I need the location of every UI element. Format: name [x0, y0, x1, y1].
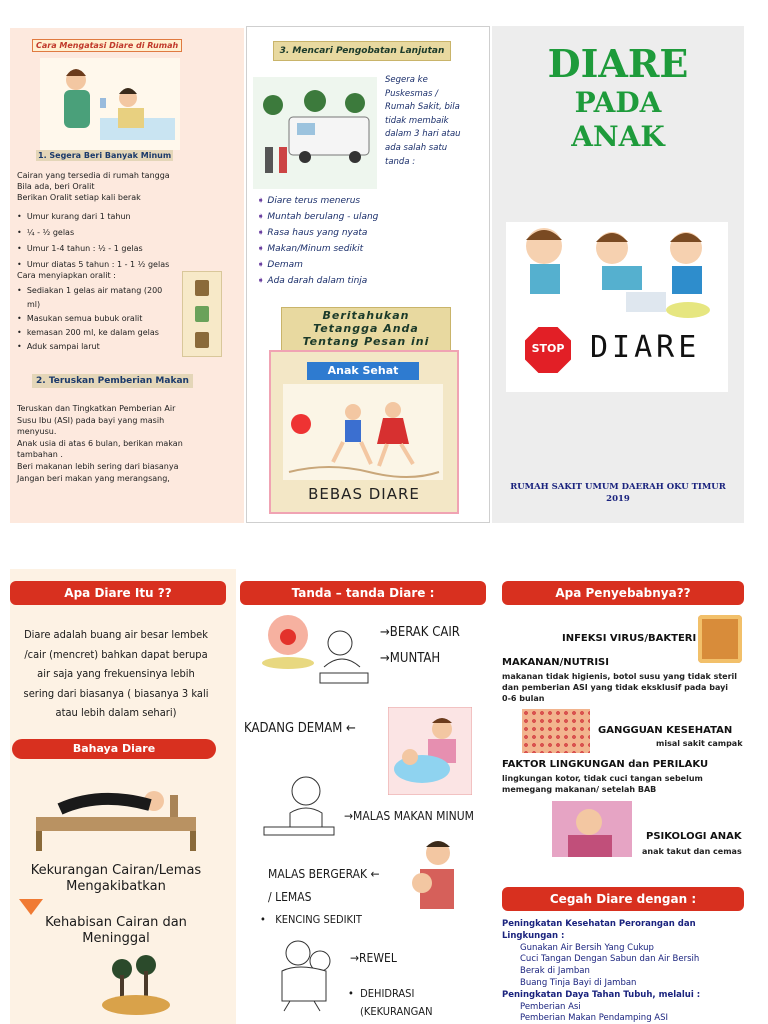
- panel-cover: [492, 26, 744, 523]
- text-line: Jangan beri makan yang merangsang,: [17, 473, 170, 483]
- title-line: PADA: [574, 86, 662, 119]
- text-line: Puskesmas /: [385, 88, 439, 99]
- section-heading: Bahaya Diare: [12, 739, 216, 759]
- oralit-steps-illustration: [182, 271, 222, 357]
- list-item: ➧ Ada darah dalam tinja: [257, 276, 368, 286]
- list-item: ➧ Diare terus menerus: [257, 196, 361, 206]
- text-line: Pemberian Makan Pendamping ASI: [520, 1013, 669, 1024]
- cause-faktor: FAKTOR LINGKUNGAN dan PERILAKU: [502, 759, 709, 770]
- text-line: tanda :: [385, 156, 416, 167]
- cause-gangguan: GANGGUAN KESEHATAN: [598, 725, 733, 736]
- bahaya-meninggal: [10, 915, 222, 947]
- text-line: (KEKURANGAN: [360, 1005, 433, 1018]
- panel-apa-diare: [10, 569, 236, 1024]
- text-line: Gunakan Air Bersih Yang Cukup: [520, 942, 654, 953]
- down-arrow-icon: [19, 899, 43, 915]
- text-line: Lingkungan :: [502, 930, 565, 941]
- diare-label: DIARE: [590, 330, 701, 365]
- lying-child-illustration: [30, 765, 200, 857]
- text-line: Tetangga Anda: [313, 322, 419, 335]
- list-item: • ¼ - ½ gelas: [17, 228, 75, 237]
- dosage-list: [17, 209, 169, 273]
- list-item: ➧ Rasa haus yang nyata: [257, 228, 368, 238]
- section-heading: Apa Penyebabnya??: [502, 581, 744, 605]
- cause-psikologi: PSIKOLOGI ANAK: [646, 831, 742, 842]
- nursing-child-illustration: [400, 837, 462, 915]
- text-line: Buang Tinja Bayi di Jamban: [520, 977, 637, 988]
- vomiting-man-illustration: [316, 627, 372, 687]
- caption-beri-minum: 1. Segera Beri Banyak Minum: [38, 151, 172, 160]
- danger-signs-list: [257, 193, 378, 289]
- fever-child-illustration: [388, 707, 472, 795]
- mother-child-drink-illustration: [40, 58, 180, 150]
- section-heading: Tanda – tanda Diare :: [240, 581, 486, 605]
- text-line: Anak usia di atas 6 bulan, berikan makan: [17, 438, 183, 448]
- text-line: air saja yang frekuensinya lebih: [37, 667, 195, 681]
- poster-subtitle: BEBAS DIARE: [308, 485, 420, 503]
- text-line: Kekurangan Cairan/Lemas: [30, 863, 202, 878]
- makan-paragraph: [17, 403, 183, 484]
- text-line: Bila ada, beri Oralit: [17, 182, 95, 191]
- text-line: Tentang Pesan ini: [302, 335, 430, 348]
- arrow-bullet-icon: ➧: [257, 212, 265, 222]
- intro-lines: [17, 170, 170, 203]
- sick-children-illustration: [506, 222, 728, 322]
- arrow-bullet-icon: ➧: [257, 196, 265, 206]
- panel-pengobatan-lanjutan: [246, 26, 490, 523]
- text-line: tidak membaik: [385, 115, 449, 126]
- text-line: Beritahukan: [322, 309, 410, 322]
- text-line: / LEMAS: [268, 890, 312, 904]
- panel-tanda-diare: [240, 569, 490, 1024]
- text-line: Segera ke: [385, 75, 428, 85]
- text-line: memegang makanan/ setelah BAB: [502, 785, 657, 794]
- gangguan-desc: misal sakit campak: [656, 739, 743, 748]
- fussy-baby-illustration: [268, 933, 344, 1013]
- hospital-name: RUMAH SAKIT UMUM DAERAH OKU TIMUR: [510, 482, 726, 492]
- text-line: tambahan .: [17, 450, 63, 460]
- text-line: ada salah satu: [385, 142, 448, 153]
- text-line: Diare adalah buang air besar lembek: [24, 628, 208, 641]
- panel-cara-mengatasi: [10, 28, 244, 523]
- text-line: dan pemberian ASI yang tidak eksklusif pada bayi: [502, 683, 729, 692]
- makanan-desc: [502, 671, 737, 704]
- stop-diare-graphic: [506, 222, 728, 392]
- text-line: Rumah Sakit, bila: [385, 102, 460, 113]
- text-line: Peningkatan Kesehatan Perorangan dan: [502, 919, 696, 929]
- cause-makanan: MAKANAN/NUTRISI: [502, 657, 609, 668]
- cover-title: [492, 42, 744, 154]
- list-item: ➧ Muntah berulang - ulang: [257, 212, 379, 222]
- text-line: atau lebih dalam sehari): [55, 706, 177, 720]
- sign-berak-cair: →BERAK CAIR: [380, 625, 460, 640]
- ambulance-illustration: [253, 77, 377, 189]
- arrow-bullet-icon: ➧: [257, 260, 265, 270]
- sign-rewel: →REWEL: [350, 951, 397, 965]
- psikologi-desc: anak takut dan cemas: [642, 847, 742, 856]
- oralit-steps-list: [17, 284, 177, 354]
- title-line: ANAK: [571, 120, 665, 153]
- definisi-diare: [10, 625, 222, 723]
- cause-infeksi: INFEKSI VIRUS/BAKTERI: [562, 633, 697, 644]
- sign-dehidrasi: [348, 985, 432, 1021]
- text-line: Cuci Tangan Dengan Sabun dan Air Bersih: [520, 954, 700, 965]
- section-heading: Cara Mengatasi Diare di Rumah: [32, 39, 182, 52]
- text-line: Peningkatan Daya Tahan Tubuh, melalui :: [502, 989, 701, 1000]
- text-line: MALAS BERGERAK ←: [268, 867, 380, 881]
- measles-skin-illustration: [522, 709, 590, 753]
- list-item: ➧ Demam: [257, 260, 303, 270]
- text-line: Mengakibatkan: [66, 879, 166, 894]
- bahaya-kekurangan: [10, 863, 222, 895]
- list-item: ➧ Makan/Minum sedikit: [257, 244, 364, 254]
- text-line: /cair (mencret) bahkan dapat berupa: [24, 647, 208, 661]
- sign-muntah: →MUNTAH: [380, 651, 441, 666]
- text-line: makanan tidak higienis, botol susu yang tidak steril: [502, 672, 738, 681]
- sign-kencing-sedikit: • KENCING SEDIKIT: [260, 913, 362, 926]
- list-item: • Umur 1-4 tahun : ½ - 1 gelas: [17, 244, 143, 253]
- caption-teruskan-makan: 2. Teruskan Pemberian Makan: [32, 374, 193, 388]
- faktor-desc: [502, 773, 703, 795]
- text-line: Berak di Jamban: [520, 966, 590, 977]
- arrow-bullet-icon: ➧: [257, 276, 265, 286]
- text-line: Meninggal: [82, 931, 150, 946]
- list-item: • kemasan 200 ml, ke dalam gelas: [17, 328, 159, 337]
- list-item: • Sediakan 1 gelas air matang (200 ml): [17, 286, 163, 309]
- stop-label: STOP: [531, 342, 565, 355]
- sign-malas-makan: →MALAS MAKAN MINUM: [344, 809, 474, 823]
- text-line: Berikan Oralit setiap kali berak: [17, 193, 141, 202]
- text-line: Cairan yang tersedia di rumah tangga: [17, 171, 170, 180]
- children-running-illustration: [283, 384, 443, 480]
- panel-penyebab: [498, 569, 746, 1024]
- text-line: dalam 3 hari atau: [385, 129, 461, 140]
- text-line: Teruskan dan Tingkatkan Pemberian Air: [17, 404, 176, 413]
- cegah-text: [502, 919, 700, 1024]
- anak-sehat-poster: [269, 350, 459, 514]
- bacteria-illustration: [698, 615, 742, 663]
- text-line: • DEHIDRASI: [348, 987, 415, 1000]
- publication-year: 2019: [606, 494, 630, 504]
- list-item: • Masukan semua bubuk oralit: [17, 314, 143, 323]
- cara-oralit-label: Cara menyiapkan oralit :: [17, 271, 116, 280]
- text-line: sering dari biasanya ( biasanya 3 kali: [23, 686, 209, 700]
- rujukan-text: [385, 74, 461, 169]
- section-heading: Cegah Diare dengan :: [502, 887, 744, 911]
- title-line: DIARE: [547, 41, 689, 86]
- text-line: menyusu.: [17, 427, 57, 437]
- text-line: lingkungan kotor, tidak cuci tangan sebelum: [502, 774, 703, 783]
- list-item: • Aduk sampai larut: [17, 342, 100, 351]
- text-line: Pemberian Asi: [520, 1001, 581, 1012]
- sign-demam: KADANG DEMAM ←: [244, 721, 356, 736]
- beritahukan-banner: [281, 307, 451, 352]
- section-heading: Apa Diare Itu ??: [10, 581, 226, 605]
- list-item: • Umur diatas 5 tahun : 1 - 1 ½ gelas: [17, 260, 170, 269]
- arrow-bullet-icon: ➧: [257, 244, 265, 254]
- text-line: Susu Ibu (ASI) pada bayi yang masih: [17, 415, 165, 425]
- crying-child-photo: [552, 801, 632, 857]
- text-line: 0-6 bulan: [502, 694, 545, 703]
- section-heading: 3. Mencari Pengobatan Lanjutan: [273, 41, 451, 61]
- text-line: Beri makanan lebih sering dari biasanya: [17, 461, 179, 471]
- arrow-bullet-icon: ➧: [257, 228, 265, 238]
- grave-illustration: [100, 951, 180, 1015]
- poster-title: Anak Sehat: [307, 362, 419, 380]
- crying-baby-illustration: [258, 609, 320, 671]
- not-eating-child-illustration: [260, 769, 340, 843]
- text-line: Kehabisan Cairan dan: [45, 915, 187, 930]
- list-item: • Umur kurang dari 1 tahun: [17, 212, 131, 221]
- sign-malas-bergerak: [268, 863, 380, 909]
